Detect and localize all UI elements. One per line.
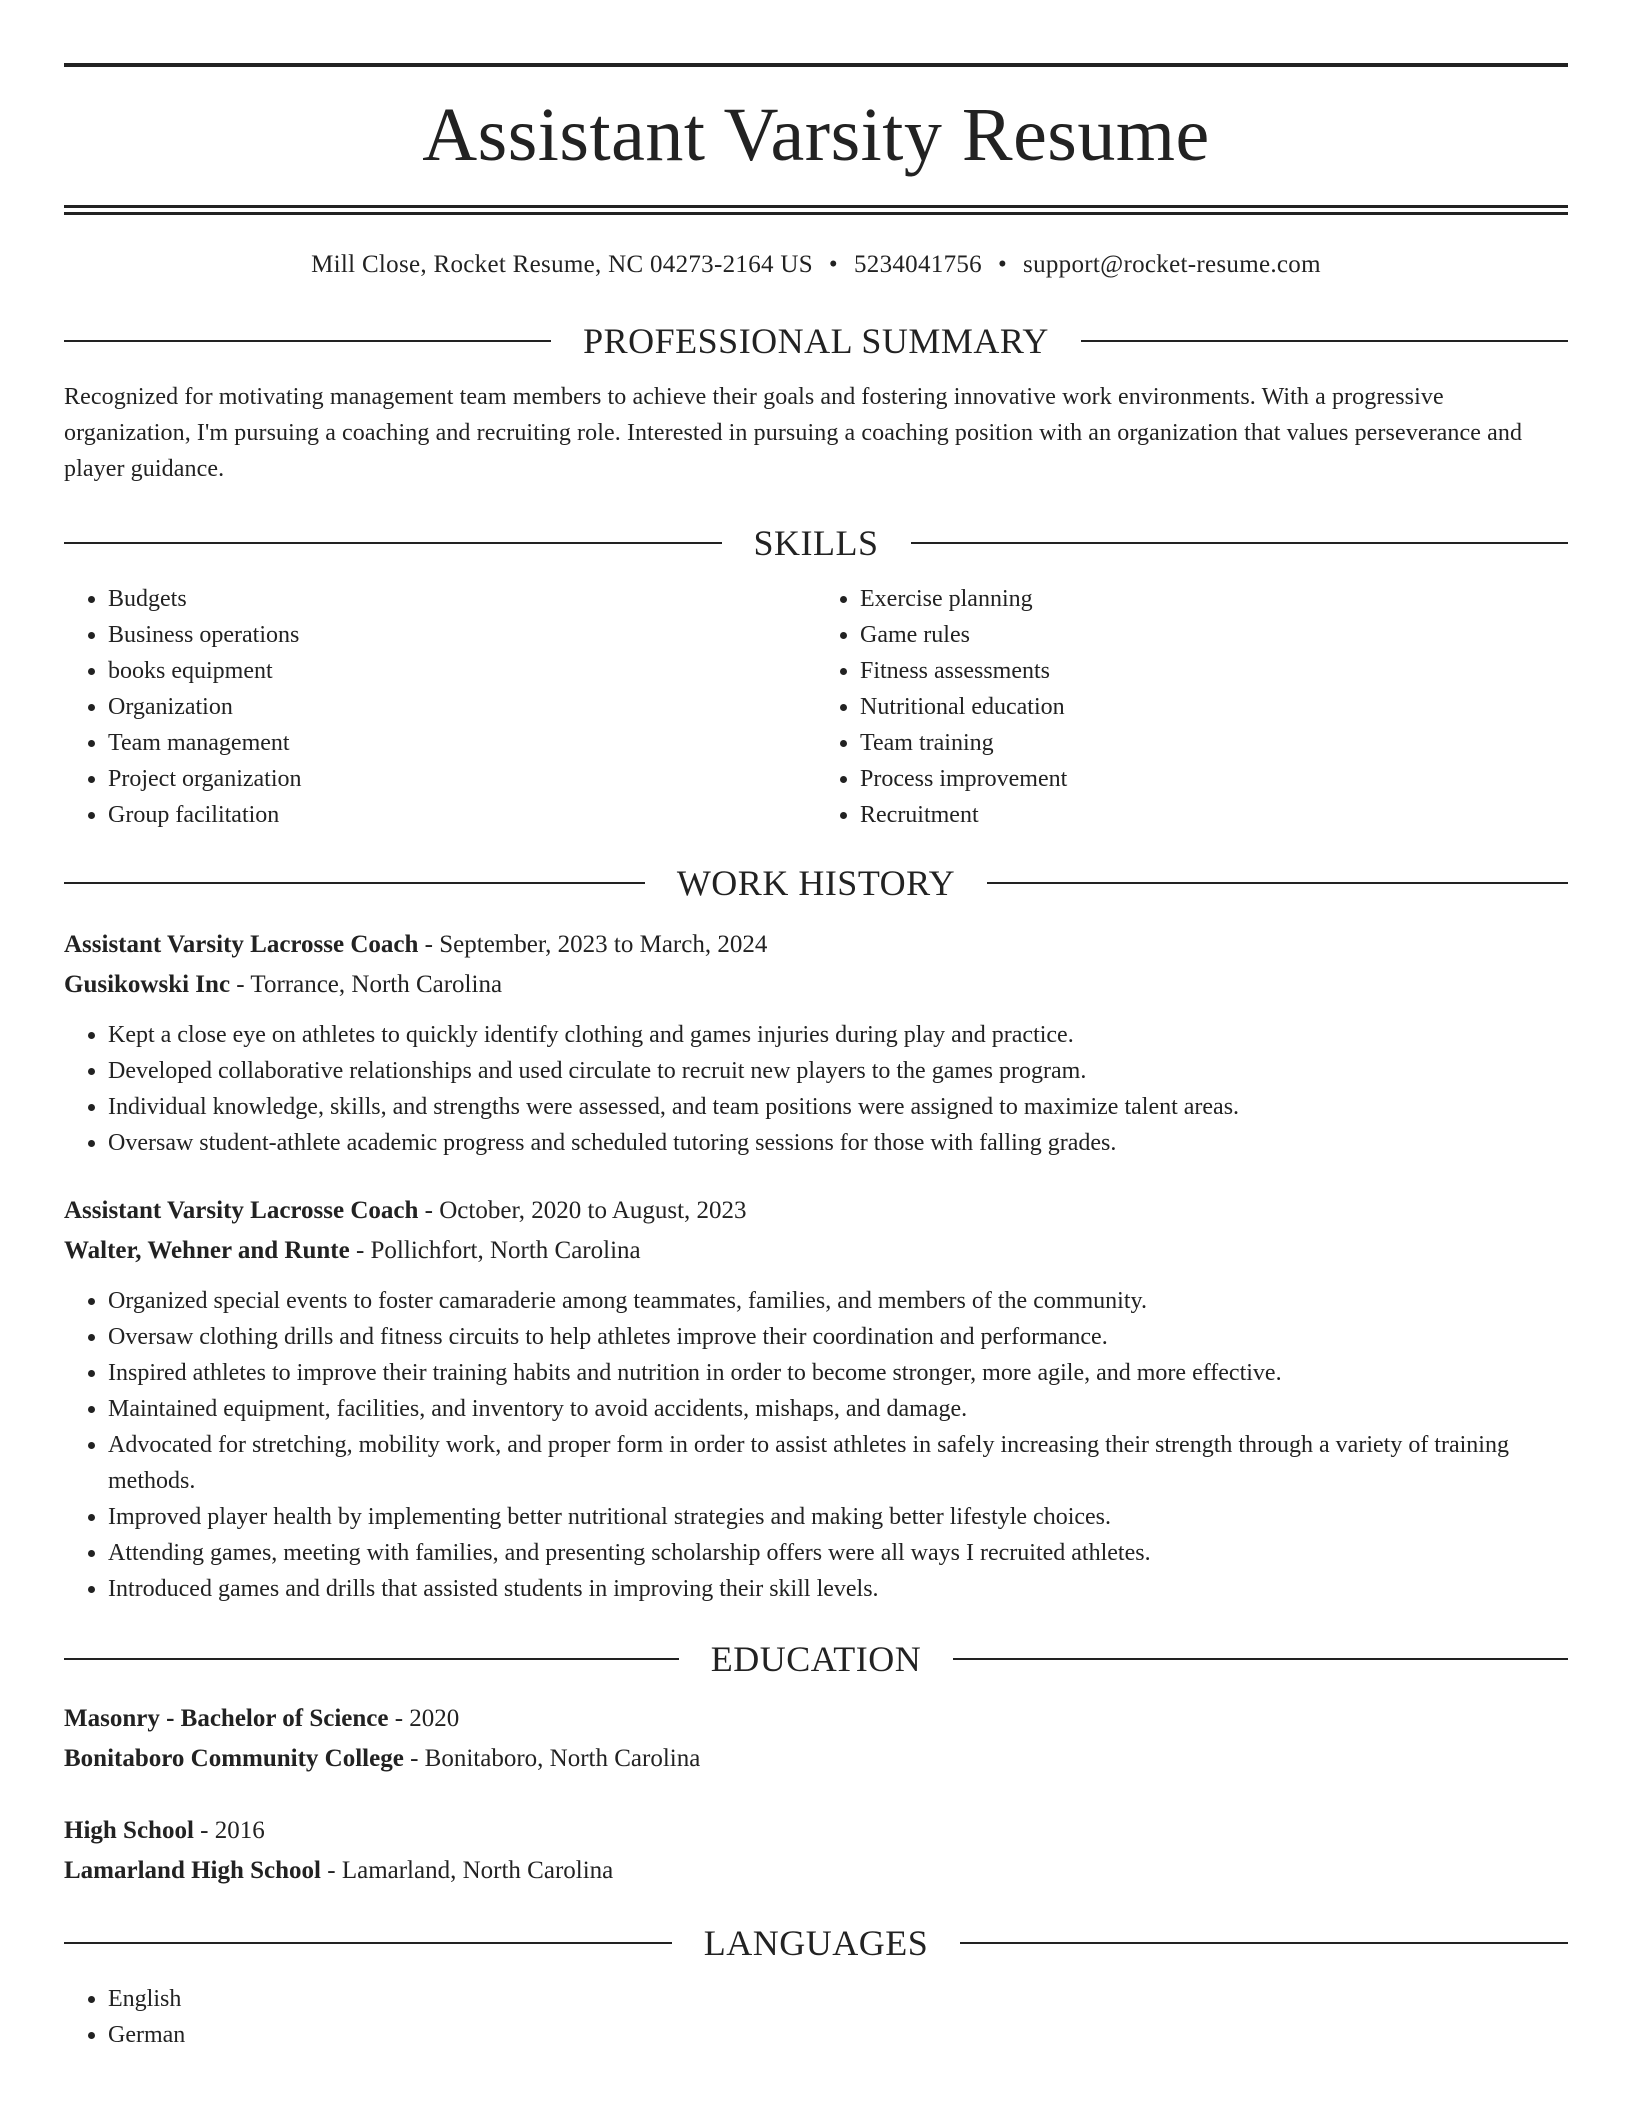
skills-column-left xyxy=(64,581,816,833)
job-company: Gusikowski Inc xyxy=(64,971,231,998)
job-bullet: • Organized special events to foster camaraderie among teammates, families, and members of the community. xyxy=(108,1283,1568,1319)
contact-separator: • xyxy=(997,251,1008,278)
skill-item: • Process improvement xyxy=(860,761,1568,797)
section-title: PROFESSIONAL SUMMARY xyxy=(583,321,1049,361)
skills-list xyxy=(64,581,1568,833)
education-school: Lamarland High School xyxy=(64,1857,321,1884)
section-title: WORK HISTORY xyxy=(676,863,956,903)
divider xyxy=(64,1658,679,1660)
divider xyxy=(64,340,551,342)
title-double-rule xyxy=(64,205,1568,215)
job-entry xyxy=(64,925,1568,1161)
section-header-skills xyxy=(64,521,1568,565)
skill-item: • Business operations xyxy=(108,617,816,653)
job-bullet: • Oversaw clothing drills and fitness circuits to help athletes improve their coordination and performance. xyxy=(108,1319,1568,1355)
education-entry xyxy=(64,1699,1568,1779)
job-dates: - October, 2020 to August, 2023 xyxy=(418,1197,747,1224)
skill-item: • Budgets xyxy=(108,581,816,617)
education-school: Bonitaboro Community College xyxy=(64,1745,404,1772)
job-bullet: • Individual knowledge, skills, and strengths were assessed, and team positions were assigned to maximize talent areas. xyxy=(108,1089,1568,1125)
job-bullet: • Inspired athletes to improve their training habits and nutrition in order to become stronger, more agile, and more effective. xyxy=(108,1355,1568,1391)
job-bullet: • Improved player health by implementing better nutritional strategies and making better lifestyle choices. xyxy=(108,1499,1568,1535)
resume-title: Assistant Varsity Resume xyxy=(422,93,1210,177)
divider xyxy=(960,1942,1568,1944)
job-bullet: • Advocated for stretching, mobility work, and proper form in order to assist athletes in safely increasing their strength through a variety of training methods. xyxy=(108,1427,1568,1499)
job-bullet: • Introduced games and drills that assisted students in improving their skill levels. xyxy=(108,1571,1568,1607)
education-entry xyxy=(64,1811,1568,1891)
divider xyxy=(953,1658,1568,1660)
skill-item: • Exercise planning xyxy=(860,581,1568,617)
job-company: Walter, Wehner and Runte xyxy=(64,1237,350,1264)
education-degree: High School xyxy=(64,1817,194,1844)
education-year: - 2020 xyxy=(388,1705,460,1732)
divider xyxy=(64,882,645,884)
section-header-languages xyxy=(64,1921,1568,1965)
skill-item: • Game rules xyxy=(860,617,1568,653)
section-header-work-history xyxy=(64,861,1568,905)
section-title: LANGUAGES xyxy=(703,1923,929,1963)
top-rule xyxy=(64,63,1568,67)
skill-item: • Group facilitation xyxy=(108,797,816,833)
language-item: • English xyxy=(108,1981,1568,2017)
skill-item: • Organization xyxy=(108,689,816,725)
job-company-line xyxy=(64,965,1568,1005)
divider xyxy=(64,542,722,544)
education-year: - 2016 xyxy=(193,1817,265,1844)
skill-item: • books equipment xyxy=(108,653,816,689)
summary-text: Recognized for motivating management team members to achieve their goals and fostering innovative work environments. With a progressive organization, I'm pursuing a coaching and recruiting role. Interested in pursuing a coaching position with an organization that values perseverance and player guidance. xyxy=(64,384,1523,482)
contact-line xyxy=(64,251,1568,279)
skills-column-right xyxy=(816,581,1568,833)
education-location: - Lamarland, North Carolina xyxy=(321,1857,614,1884)
contact-address: Mill Close, Rocket Resume, NC 04273-2164 US xyxy=(311,251,813,278)
section-header-summary xyxy=(64,319,1568,363)
job-bullet: • Developed collaborative relationships and used circulate to recruit new players to the games program. xyxy=(108,1053,1568,1089)
section-header-education xyxy=(64,1637,1568,1681)
education-location: - Bonitaboro, North Carolina xyxy=(403,1745,701,1772)
skill-item: • Team training xyxy=(860,725,1568,761)
job-title-line xyxy=(64,1191,1568,1231)
job-title-line xyxy=(64,925,1568,965)
section-title: SKILLS xyxy=(753,523,879,563)
job-company-line xyxy=(64,1231,1568,1271)
job-bullet: • Maintained equipment, facilities, and inventory to avoid accidents, mishaps, and damage. xyxy=(108,1391,1568,1427)
job-bullet: • Kept a close eye on athletes to quickly identify clothing and games injuries during play and practice. xyxy=(108,1017,1568,1053)
education-degree: Masonry - Bachelor of Science xyxy=(64,1705,389,1732)
divider xyxy=(64,1942,672,1944)
contact-separator: • xyxy=(828,251,838,278)
job-title: Assistant Varsity Lacrosse Coach xyxy=(64,1197,419,1224)
education-degree-line xyxy=(64,1699,1568,1739)
contact-phone: 5234041756 xyxy=(853,251,982,278)
divider xyxy=(1081,340,1568,342)
contact-email: support@rocket-resume.com xyxy=(1023,251,1321,278)
job-title: Assistant Varsity Lacrosse Coach xyxy=(64,931,419,958)
language-item: • German xyxy=(108,2017,1568,2053)
job-bullets xyxy=(64,1283,1568,1607)
job-entry xyxy=(64,1191,1568,1607)
languages-list xyxy=(64,1981,1568,2053)
skill-item: • Project organization xyxy=(108,761,816,797)
education-school-line xyxy=(64,1739,1568,1779)
skill-item: • Nutritional education xyxy=(860,689,1568,725)
skill-item: • Team management xyxy=(108,725,816,761)
job-location: - Pollichfort, North Carolina xyxy=(349,1237,641,1264)
job-bullet: • Oversaw student-athlete academic progress and scheduled tutoring sessions for those with falling grades. xyxy=(108,1125,1568,1161)
skill-item: • Recruitment xyxy=(860,797,1568,833)
section-title: EDUCATION xyxy=(710,1639,922,1679)
skill-item: • Fitness assessments xyxy=(860,653,1568,689)
job-bullets xyxy=(64,1017,1568,1161)
education-school-line xyxy=(64,1851,1568,1891)
divider xyxy=(987,882,1568,884)
job-dates: - September, 2023 to March, 2024 xyxy=(418,931,768,958)
job-location: - Torrance, North Carolina xyxy=(230,971,503,998)
education-degree-line xyxy=(64,1811,1568,1851)
job-bullet: • Attending games, meeting with families, and presenting scholarship offers were all ways I recruited athletes. xyxy=(108,1535,1568,1571)
divider xyxy=(911,542,1569,544)
